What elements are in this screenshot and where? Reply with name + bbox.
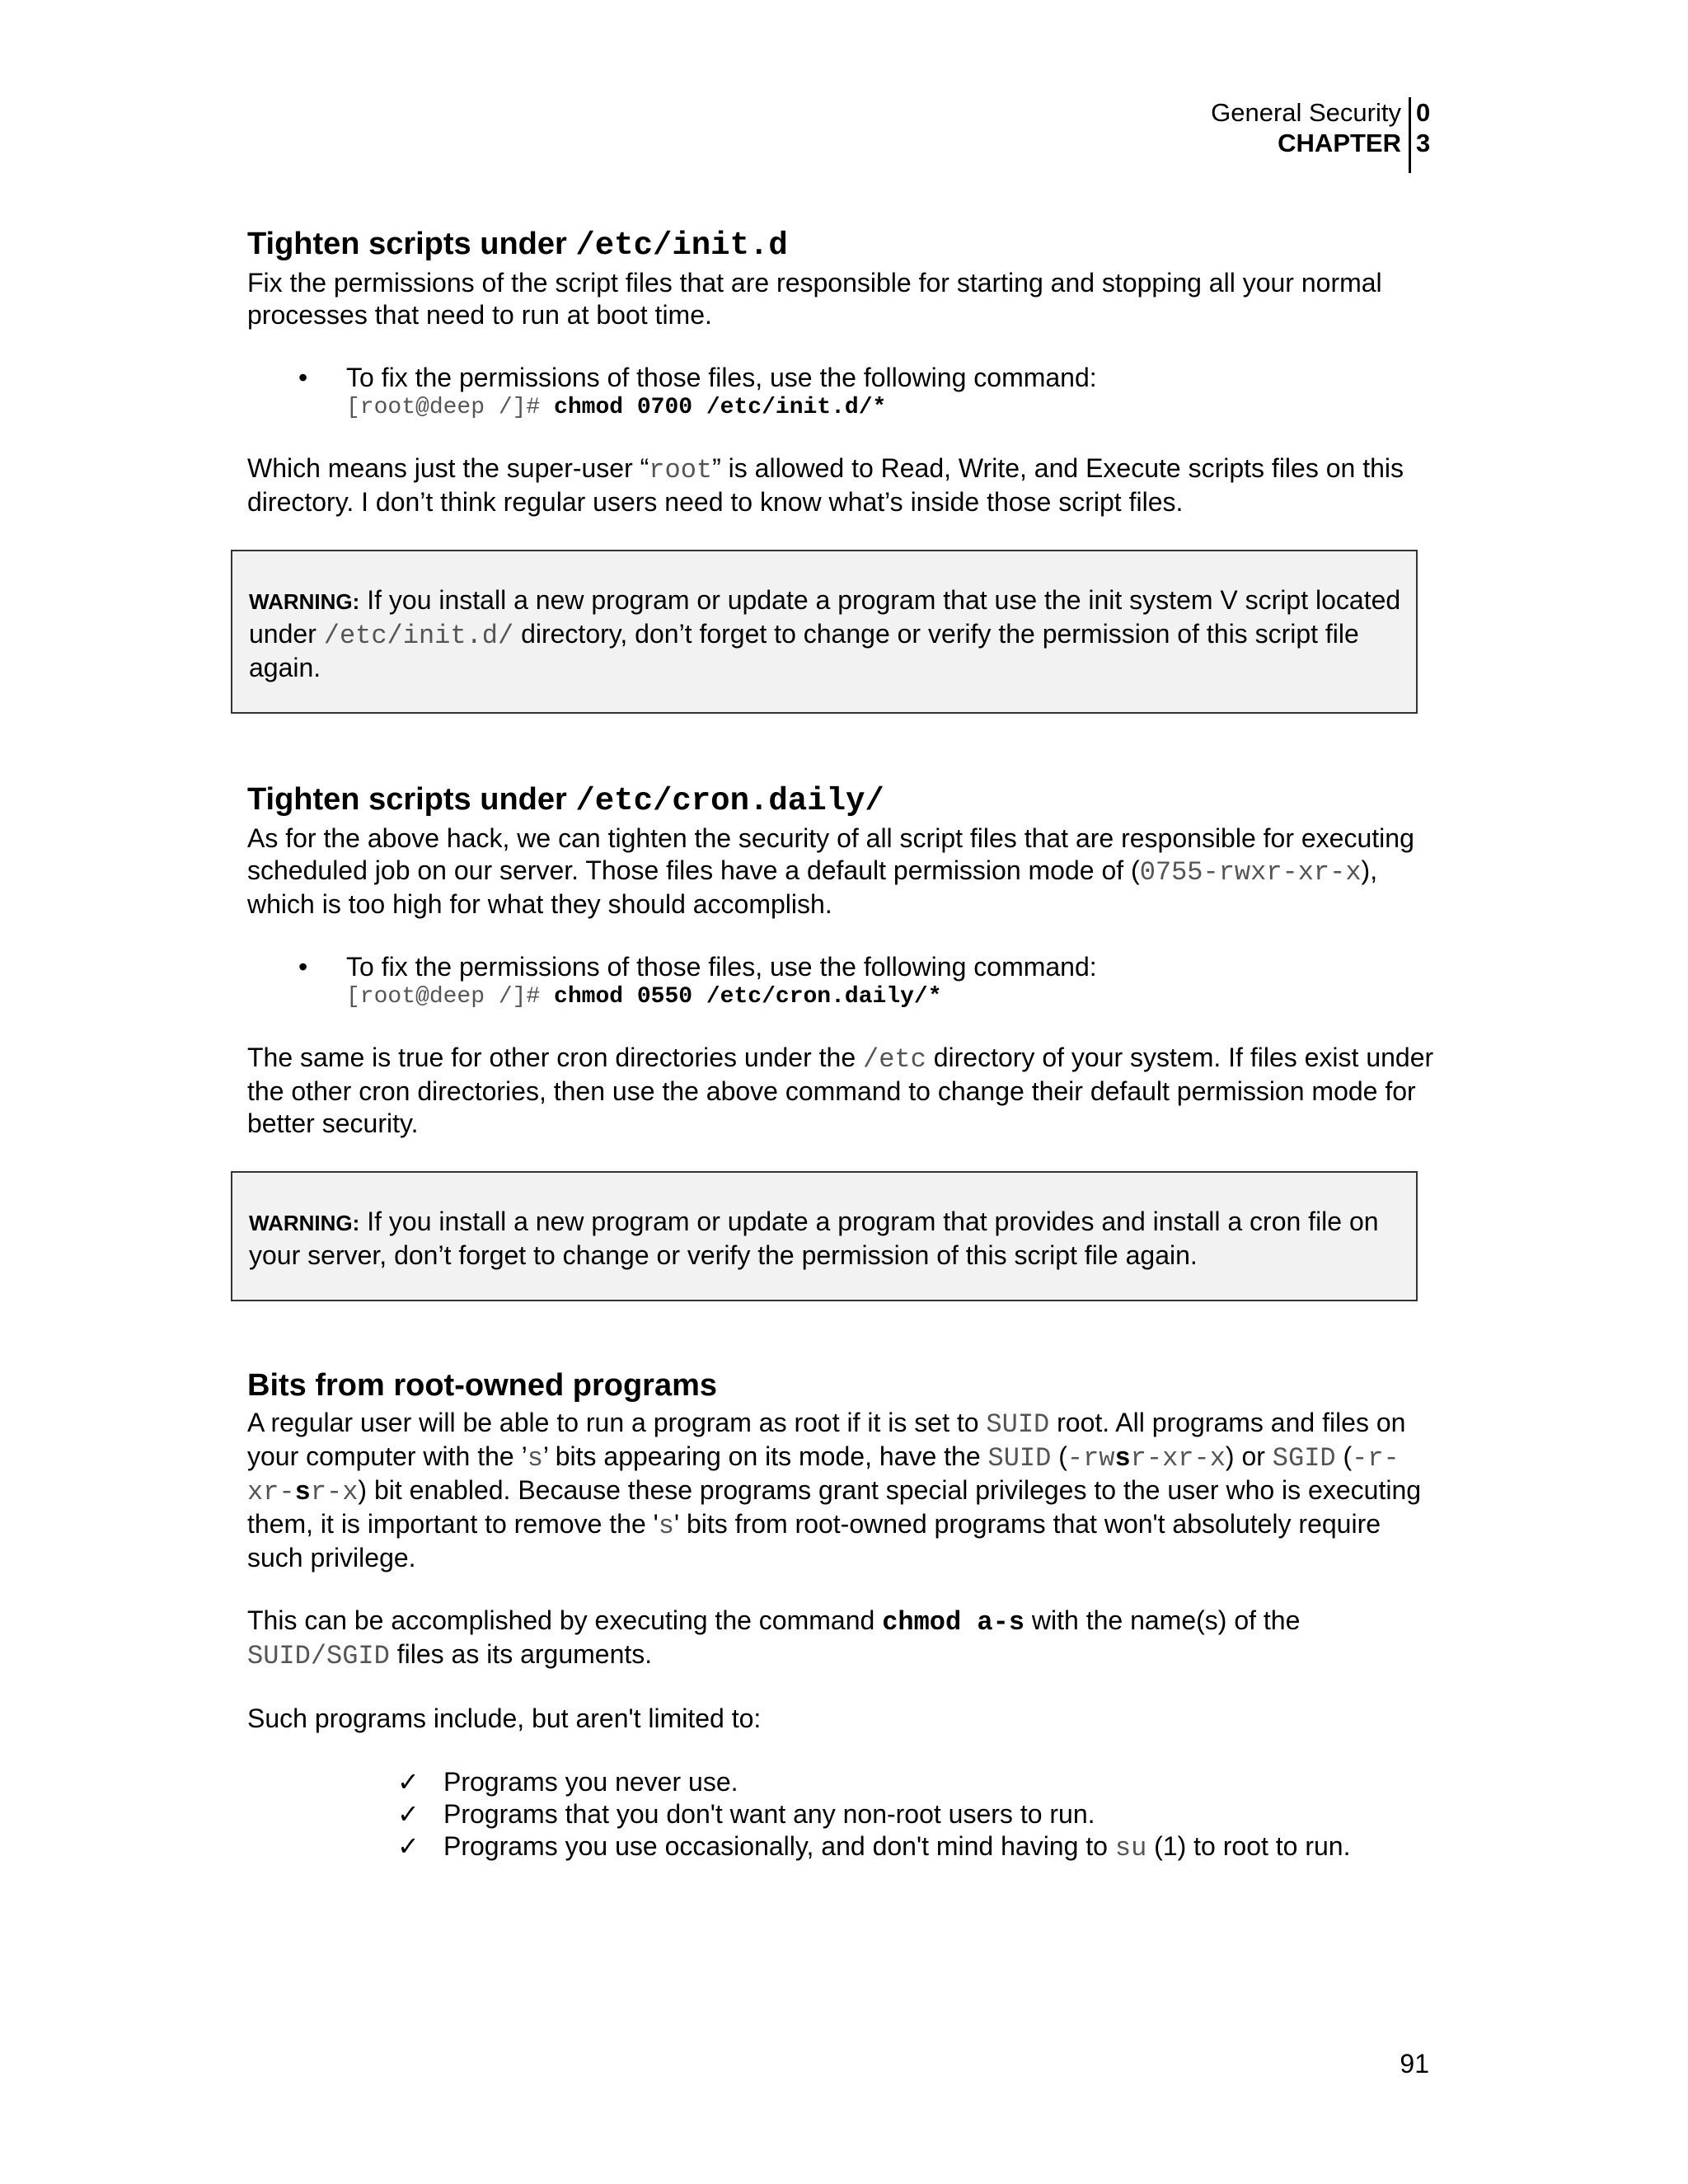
section-title-root-bits: Bits from root-owned programs [247, 1368, 718, 1403]
page-header [1020, 97, 1432, 173]
checkmark-icon: ✓ [397, 1831, 420, 1861]
section-title-init-d: Tighten scripts under /etc/init.d [247, 227, 788, 264]
header-title: General Security [1211, 98, 1401, 127]
checkmark-icon: ✓ [397, 1767, 420, 1797]
section1-bullet: • To fix the permissions of those files, use the following command: [root@deep /]# chmod 0700 /etc/init.d/* [247, 362, 1434, 422]
header-chapter-number: 0 3 [1416, 98, 1431, 157]
section2-bullet: • To fix the permissions of those files, use the following command: [root@deep /]# chmod 0550 /etc/cron.daily/* [247, 951, 1434, 1011]
section3-paragraph-1: A regular user will be able to run a program as root if it is set to SUID root. All programs and files on your computer with the ’s’ bits appearing on its mode, have the SUID (-rwsr-xr-x) or SGID (-r-xr-sr-x) bit enabled. Because these programs grant special privileges to the user who is executing them, it is important to remove the 's' bits from root-owned programs that won't absolutely require such privilege. [247, 1408, 1422, 1572]
list-item: ✓ Programs you use occasionally, and don't mind having to su (1) to root to run. [397, 1831, 1351, 1863]
section-title-cron-daily: Tighten scripts under /etc/cron.daily/ [247, 782, 884, 819]
list-item: ✓ Programs that you don't want any non-root users to run. [397, 1799, 1095, 1829]
header-text [1211, 97, 1401, 158]
checkmark-icon: ✓ [397, 1799, 420, 1829]
page-number: 91 [1400, 2049, 1429, 2079]
section2-explanation: The same is true for other cron directories under the /etc directory of your system. If files exist under the other cron directories, then use the above command to change their default permission mode for better security. [247, 1043, 1434, 1138]
header-chapter-label: CHAPTER [1278, 129, 1401, 157]
list-item: ✓ Programs you never use. [397, 1767, 738, 1797]
bullet-icon: • [298, 952, 308, 982]
section3-paragraph-3: Such programs include, but aren't limited to: [247, 1704, 762, 1733]
page-content [247, 223, 1434, 1864]
command-line: [root@deep /]# chmod 0550 /etc/cron.daily/* [346, 984, 942, 1010]
warning-box: WARNING: If you install a new program or update a program that use the init system V script located under /etc/init.d/ directory, don’t forget to change or verify the permission of this script file again. [231, 550, 1418, 714]
section3-paragraph-2: This can be accomplished by executing the command chmod a-s with the name(s) of the SUID/SGID files as its arguments. [247, 1605, 1301, 1671]
warning-label: WARNING: [249, 589, 360, 614]
section1-explanation: Which means just the super-user “root” is allowed to Read, Write, and Execute scripts files on this directory. I don’t think regular users need to know what’s inside those script files. [247, 453, 1404, 517]
section2-intro: As for the above hack, we can tighten the security of all script files that are responsible for executing scheduled job on our server. Those files have a default permission mode of (0755-rwxr-xr-x), which is too high for what they should accomplish. [247, 823, 1414, 919]
section1-intro: Fix the permissions of the script files that are responsible for starting and stopping all your normal processes that need to run at boot time. [247, 268, 1382, 330]
checklist [247, 1766, 1434, 1864]
warning-label: WARNING: [249, 1211, 360, 1235]
warning-box: WARNING: If you install a new program or update a program that provides and install a cron file on your server, don’t forget to change or verify the permission of this script file again. [231, 1171, 1418, 1301]
bullet-icon: • [298, 363, 308, 392]
header-divider [1409, 97, 1411, 173]
command-line: [root@deep /]# chmod 0700 /etc/init.d/* [346, 395, 887, 420]
